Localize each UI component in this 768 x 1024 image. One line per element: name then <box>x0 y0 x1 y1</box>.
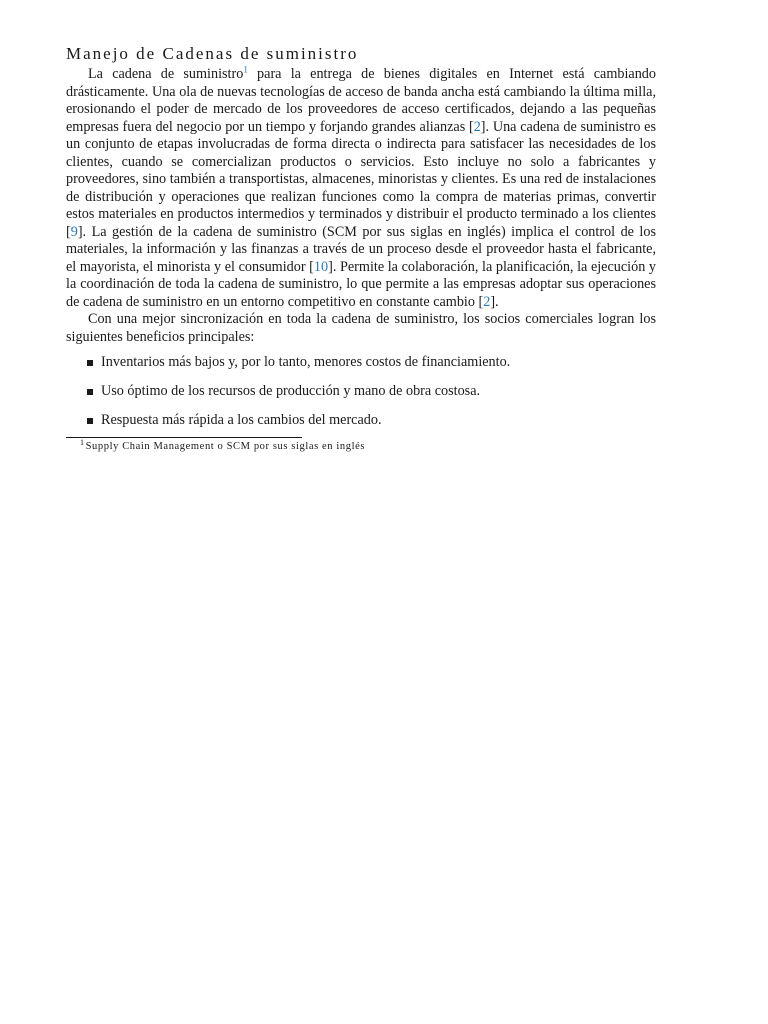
footnote <box>66 437 656 452</box>
paragraph-benefits-intro: Con una mejor sincronización en toda la cadena de suministro, los socios comerciales logran los siguientes beneficios principales: <box>66 311 656 345</box>
citation-link[interactable]: 2 <box>483 293 491 310</box>
paragraph-text-1: La cadena de suministro <box>88 66 244 82</box>
footnote-divider <box>66 437 302 438</box>
citation-link[interactable]: 9 <box>70 223 78 240</box>
paragraph-text-3: ]. Una cadena de suministro es un conjunto de etapas involucradas de forma directa o indirecta para satisfacer las necesidades de los clientes, cuando se comercializan productos o servicios. Esto incluye no solo a fabricantes y proveedores, sino también a transportistas, almacenes, minoristas y clientes. Es una red de instalaciones de distribución y operaciones que realizan funciones como la compra de materias primas, convertir estos materiales en productos intermedios y terminados y distribuir el producto terminado a los clientes [ <box>66 118 656 240</box>
list-item-text: Uso óptimo de los recursos de producción y mano de obra costosa. <box>101 383 481 399</box>
paragraph-text-5: ]. Permite la colaboración, la planificación, la ejecución y la coordinación de toda la cadena de suministro, lo que permite a las empresas adoptar sus operaciones de cadena de suministro en un entorno competitivo en constante cambio [ <box>66 258 657 310</box>
bullet-square-icon <box>87 418 93 424</box>
benefits-list <box>66 354 656 430</box>
footnote-mark: 1 <box>80 437 85 447</box>
list-item-text: Inventarios más bajos y, por lo tanto, menores costos de financiamiento. <box>101 354 511 370</box>
citation-link[interactable]: 10 <box>313 258 329 275</box>
section-title: Manejo de Cadenas de suministro <box>66 44 359 63</box>
list-item-text: Respuesta más rápida a los cambios del mercado. <box>101 412 382 428</box>
paragraph-supply-chain <box>66 66 656 311</box>
list-item <box>66 383 656 401</box>
document-page <box>66 44 656 452</box>
bullet-square-icon <box>87 360 93 366</box>
footnote-marker-link[interactable]: 1 <box>243 64 248 75</box>
list-item <box>66 412 656 430</box>
footnote-text: Supply Chain Management o SCM por sus siglas en inglés <box>85 441 366 452</box>
list-item <box>66 354 656 372</box>
paragraph-text-4: ]. La gestión de la cadena de suministro (SCM por sus siglas en inglés) implica el control de los materiales, la información y las finanzas a través de un proceso desde el proveedor hasta el fabricante, el mayorista, el minorista y el consumidor [ <box>66 223 656 275</box>
bullet-square-icon <box>87 389 93 395</box>
paragraph-text-6: ]. <box>490 293 499 310</box>
citation-link[interactable]: 2 <box>473 118 481 135</box>
paragraph-text-2: para la entrega de bienes digitales en Internet está cambiando drásticamente. Una ola de nuevas tecnologías de acceso de banda ancha está cambiando la última milla, erosionando el poder de mercado de los proveedores de acceso certificados, dejando a las pequeñas empresas fuera del negocio por un tiempo y forjando grandes alianzas [ <box>66 66 656 135</box>
